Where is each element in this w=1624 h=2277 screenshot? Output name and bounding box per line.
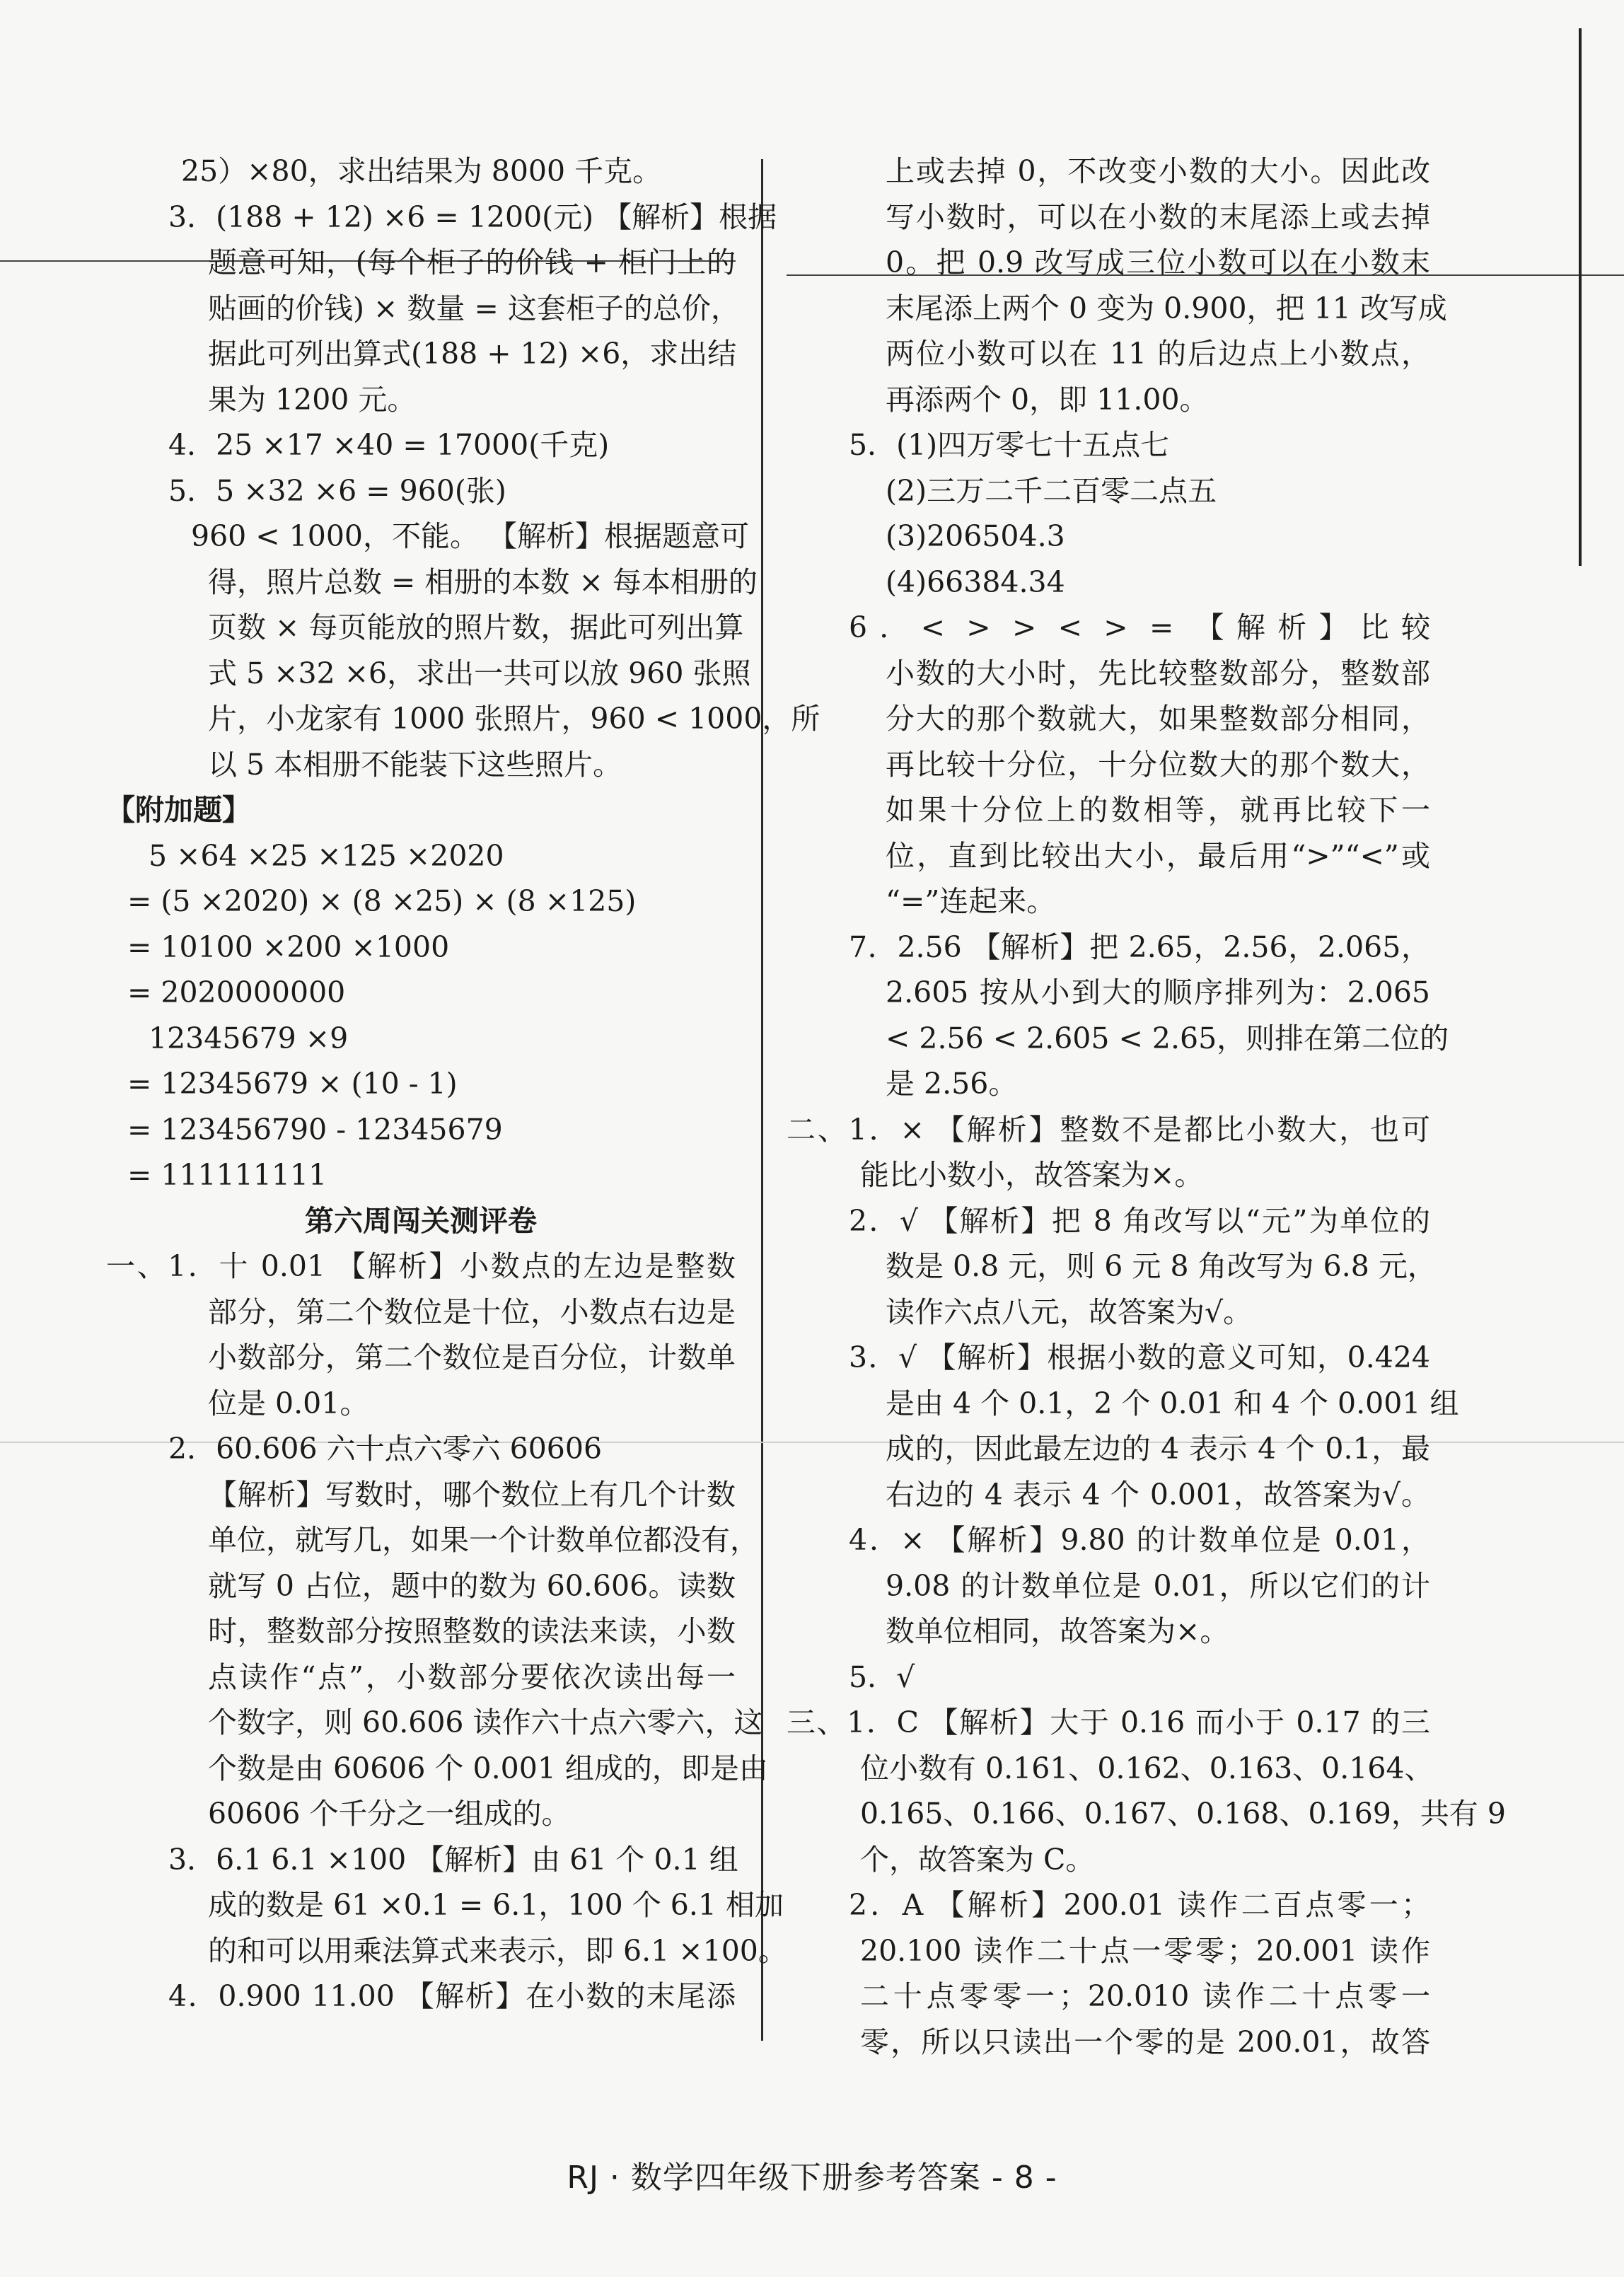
right-text-line: (3)206504.3 [886,519,1065,553]
left-text-line: = 123456790 - 12345679 [127,1112,503,1147]
left-text-line: = 12345679 × (10 - 1) [127,1067,458,1101]
left-text-line: 题意可知，(每个柜子的价钱 + 柜门上的 [208,245,736,279]
right-text-line: 如果十分位上的数相等，就再比较下一 [886,793,1430,827]
right-text-line: 读作六点八元，故答案为√。 [886,1294,1253,1329]
left-text-line: 的和可以用乘法算式来表示，即 6.1 ×100。 [208,1933,787,1968]
left-column [106,149,820,2020]
left-text-line: 3．(188 + 12) ×6 = 1200(元) 【解析】根据 [168,199,777,234]
left-text-line: = 2020000000 [127,975,346,1009]
right-text-line: 4．× 【解析】9.80 的计数单位是 0.01， [849,1523,1430,1557]
right-text-line: 位，直到比较出大小，最后用“>”“<”或 [886,838,1430,873]
right-text-line: 位小数有 0.161、0.162、0.163、0.164、 [860,1751,1434,1785]
left-text-line: 12345679 ×9 [149,1021,349,1055]
right-text-line: 0。把 0.9 改写成三位小数可以在小数末 [886,245,1430,279]
left-text-line: 个数字，则 60.606 读作六十点六零六，这 [208,1705,763,1739]
page-edge-mark [1579,28,1582,566]
right-text-line: 二十点零零一；20.010 读作二十点零一 [860,1979,1430,2013]
left-text-line: = 10100 ×200 ×1000 [127,929,450,964]
left-text-line: 片，小龙家有 1000 张照片，960 < 1000，所 [208,702,820,736]
left-text-line: 点读作“点”，小数部分要依次读出每一 [208,1659,736,1694]
right-text-line: 是 2.56。 [886,1067,1018,1101]
left-text-line: 小数部分，第二个数位是百分位，计数单 [208,1340,736,1374]
left-text-line: 60606 个千分之一组成的。 [208,1797,571,1831]
left-text-line: 25）×80，求出结果为 8000 千克。 [181,154,662,188]
left-text-line: 成的数是 61 ×0.1 = 6.1，100 个 6.1 相加 [208,1888,784,1922]
right-text-line: 能比小数小，故答案为×。 [860,1158,1204,1192]
right-text-line: 小数的大小时，先比较整数部分，整数部 [886,656,1430,690]
left-text-line: 果为 1200 元。 [208,382,417,417]
right-text-line: “=”连起来。 [886,884,1056,918]
left-text-line: 960 < 1000，不能。 【解析】根据题意可 [191,519,750,553]
right-text-line: (4)66384.34 [886,564,1065,599]
right-text-line: 5．(1)四万零七十五点七 [849,428,1170,462]
left-text-line: 部分，第二个数位是十位，小数点右边是 [208,1294,736,1329]
left-text-line: 就写 0 占位，题中的数为 60.606。读数 [208,1568,736,1603]
right-text-line: 右边的 4 表示 4 个 0.001，故答案为√。 [886,1477,1430,1512]
left-text-line: 单位，就写几，如果一个计数单位都没有， [208,1523,759,1557]
right-text-line: 9.08 的计数单位是 0.01，所以它们的计 [886,1568,1430,1603]
right-text-line: 两位小数可以在 11 的后边点上小数点， [886,337,1430,371]
left-text-line: 时，整数部分按照整数的读法来读，小数 [208,1614,736,1648]
left-text-line: 位是 0.01。 [208,1386,369,1420]
right-text-line: 再添两个 0，即 11.00。 [886,382,1209,417]
right-text-line: 是由 4 个 0.1，2 个 0.01 和 4 个 0.001 组 [886,1386,1459,1420]
left-text-line: 一、1．十 0.01 【解析】小数点的左边是整数 [106,1249,736,1283]
right-text-line: 5．√ [849,1659,915,1694]
right-text-line: 上或去掉 0，不改变小数的大小。因此改 [886,154,1430,188]
right-text-line: 3．√ 【解析】根据小数的意义可知，0.424 [849,1340,1430,1374]
right-text-line: 2．A 【解析】200.01 读作二百点零一； [849,1888,1430,1922]
left-text-line: 【附加题】 [106,793,251,827]
left-text-line: 式 5 ×32 ×6，求出一共可以放 960 张照 [208,656,751,690]
left-text-line: 5 ×64 ×25 ×125 ×2020 [149,838,504,873]
right-text-line: 2.605 按从小到大的顺序排列为：2.065 [886,975,1430,1009]
left-text-line: 2．60.606 六十点六零六 60606 [168,1432,603,1466]
right-column [787,149,1506,2065]
left-text-line: 【解析】写数时，哪个数位上有几个计数 [208,1477,736,1512]
right-text-line: 分大的那个数就大，如果整数部分相同， [886,702,1430,736]
right-text-line: 数单位相同，故答案为×。 [886,1614,1229,1648]
right-text-line: 三、1．C 【解析】大于 0.16 而小于 0.17 的三 [787,1705,1430,1739]
right-text-line: 末尾添上两个 0 变为 0.900，把 11 改写成 [886,291,1447,325]
left-text-line: 据此可列出算式(188 + 12) ×6，求出结 [208,337,737,371]
right-text-line: 7．2.56 【解析】把 2.65，2.56，2.065， [849,929,1430,964]
left-text-line: 页数 × 每页能放的照片数，据此可列出算 [208,610,744,644]
left-text-line: 3．6.1 6.1 ×100 【解析】由 61 个 0.1 组 [168,1842,738,1877]
right-text-line: 个，故答案为 C。 [860,1842,1095,1877]
left-text-line: 得，照片总数 = 相册的本数 × 每本相册的 [208,564,758,599]
right-text-line: 零，所以只读出一个零的是 200.01，故答 [860,2024,1430,2059]
right-text-line: 6．< > > < > = 【解析】比较 [849,610,1430,644]
right-text-line: 2．√ 【解析】把 8 角改写以“元”为单位的 [849,1203,1430,1238]
left-text-line: 5．5 ×32 ×6 = 960(张) [168,473,506,508]
right-text-line: 二、1．× 【解析】整数不是都比小数大，也可 [787,1112,1430,1147]
right-text-line: 成的，因此最左边的 4 表示 4 个 0.1，最 [886,1432,1430,1466]
right-text-line: (2)三万二千二百零二点五 [886,473,1217,508]
left-text-line: 个数是由 60606 个 0.001 组成的，即是由 [208,1751,768,1785]
right-text-line: 再比较十分位，十分位数大的那个数大， [886,747,1430,782]
right-text-line: 20.100 读作二十点一零零；20.001 读作 [860,1933,1430,1968]
right-text-line: 0.165、0.166、0.167、0.168、0.169，共有 9 [860,1797,1506,1831]
right-text-line: < 2.56 < 2.605 < 2.65，则排在第二位的 [886,1021,1449,1055]
right-text-line: 数是 0.8 元，则 6 元 8 角改写为 6.8 元， [886,1249,1437,1283]
left-text-line: 贴画的价钱) × 数量 = 这套柜子的总价， [208,291,740,325]
left-text-line: 4．25 ×17 ×40 = 17000(千克) [168,428,610,462]
left-text-line: = (5 ×2020) × (8 ×25) × (8 ×125) [127,884,637,918]
right-text-line: 写小数时，可以在小数的末尾添上或去掉 [886,199,1430,234]
left-text-line: 第六周闯关测评卷 [305,1203,537,1238]
page-footer: RJ · 数学四年级下册参考答案 - 8 - [567,2160,1057,2196]
left-text-line: 4．0.900 11.00 【解析】在小数的末尾添 [168,1979,736,2013]
left-text-line: 以 5 本相册不能装下这些照片。 [208,747,622,782]
left-text-line: = 111111111 [127,1158,327,1192]
